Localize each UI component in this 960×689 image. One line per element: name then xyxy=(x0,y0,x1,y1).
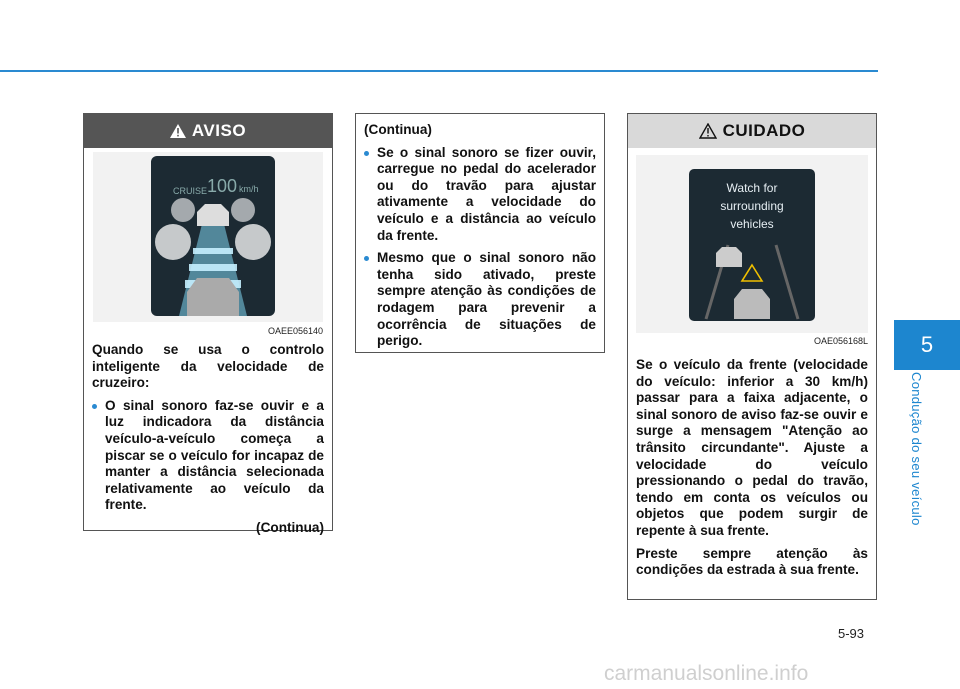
message-line2: surrounding xyxy=(720,199,784,213)
cuidado-title: CUIDADO xyxy=(722,121,806,140)
aviso-continues: (Continua) xyxy=(256,519,324,535)
aviso-box xyxy=(83,113,333,535)
continued-bullet xyxy=(364,250,596,350)
bullet-dot xyxy=(364,151,369,156)
cuidado-header xyxy=(628,114,876,148)
warning-triangle-icon xyxy=(170,124,186,138)
cuidado-paragraph2: Preste sempre atenção às condições da estrada à sua frente. xyxy=(636,545,868,578)
aviso-bullet xyxy=(92,398,324,514)
bullet-dot xyxy=(92,404,97,409)
message-line3: vehicles xyxy=(730,217,774,231)
speed-readout: 100 xyxy=(207,176,238,196)
aviso-title: AVISO xyxy=(191,121,247,140)
speed-unit: km/h xyxy=(239,184,259,194)
chapter-title: Condução do seu veículo xyxy=(909,372,924,526)
cluster-message-illustration xyxy=(636,155,868,333)
cuidado-paragraph1: Se o veículo da frente (velocidade do veículo: inferior a 30 km/h) passar para a faixa adjacente, o sinal sonoro de aviso faz-se ouvir e surge a mensagem "Atenção ao trânsito circundante". Ajuste a velocidade do veículo pressionando o pedal do travão, tendo em conta os veículos ou objetos que podem surgir de repente à sua frente. xyxy=(636,357,868,538)
cluster-illustration xyxy=(93,152,323,322)
aviso-bullet-text: O sinal sonoro faz-se ouvir e a luz indicadora da distância veículo-a-veículo começa a piscar se o veículo for incapaz de manter a distância selecionada relativamente ao veículo da frente. xyxy=(105,397,324,513)
page-number: 5-93 xyxy=(838,626,865,641)
aviso-figure-code: OAEE056140 xyxy=(267,326,323,336)
continued-bullet xyxy=(364,145,596,245)
cuidado-box xyxy=(627,113,877,600)
aviso-figure xyxy=(93,152,323,336)
aviso-text xyxy=(92,342,324,537)
cuidado-text xyxy=(636,357,868,579)
cuidado-figure xyxy=(636,155,868,346)
top-rule xyxy=(0,70,878,72)
aviso-header xyxy=(84,114,332,148)
message-line1: Watch for xyxy=(726,181,778,195)
chapter-tab: 5 xyxy=(894,320,960,370)
continued-box xyxy=(355,113,605,353)
cruise-label: CRUISE xyxy=(173,186,208,196)
aviso-intro: Quando se usa o controlo inteligente da velocidade de cruzeiro: xyxy=(92,342,324,391)
bullet-dot xyxy=(364,256,369,261)
continued-bullet-text: Mesmo que o sinal sonoro não tenha sido ativado, preste sempre atenção às condições de rodagem para prevenir a ocorrência de situações de perigo. xyxy=(377,250,596,349)
caution-triangle-icon xyxy=(699,123,717,139)
continued-bullet-text: Se o sinal sonoro se fizer ouvir, carregue no pedal do acelerador ou do travão para ajustar ativamente a velocidade do veículo e a distância ao veículo da frente. xyxy=(377,144,596,243)
continued-label: (Continua) xyxy=(364,122,432,137)
watermark: carmanualsonline.info xyxy=(604,662,809,685)
continued-text xyxy=(364,122,596,350)
cuidado-figure-code: OAE056168L xyxy=(813,336,868,346)
